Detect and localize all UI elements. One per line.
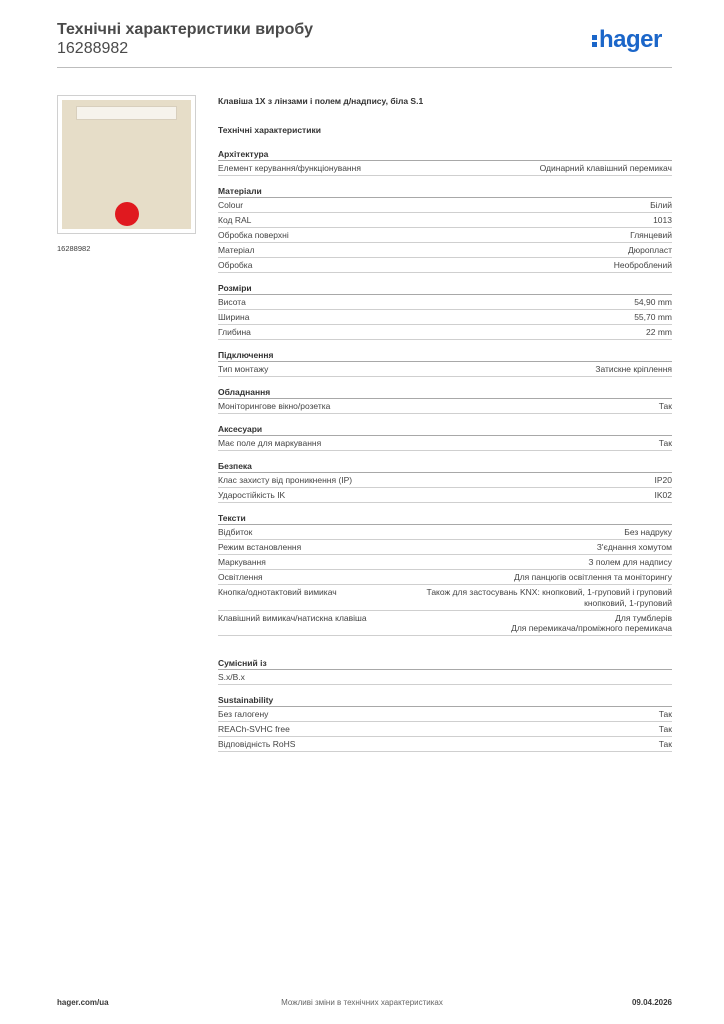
spec-label: Висота <box>218 297 246 307</box>
spec-value: 54,90 mm <box>634 297 672 307</box>
spec-label: Тип монтажу <box>218 364 269 374</box>
spec-label: Маркування <box>218 557 266 567</box>
spec-value: Так <box>658 709 672 719</box>
spec-row <box>218 555 672 570</box>
section-title: Розміри <box>218 282 672 295</box>
spec-row <box>218 585 672 611</box>
section-title: Матеріали <box>218 185 672 198</box>
spec-row <box>218 362 672 377</box>
section-title: Безпека <box>218 460 672 473</box>
spec-label: Без галогену <box>218 709 269 719</box>
spec-value: Для панцюгів освітлення та моніторингу <box>513 572 672 582</box>
spec-value: Глянцевий <box>630 230 672 240</box>
spec-label: Обробка <box>218 260 253 270</box>
spec-label: Режим встановлення <box>218 542 302 552</box>
product-code: 16288982 <box>57 40 129 57</box>
footer-disclaimer: Можливі зміни в технічних характеристиках <box>281 998 443 1007</box>
spec-row <box>218 540 672 555</box>
spec-row <box>218 161 672 176</box>
spec-row <box>218 525 672 540</box>
specifications-heading: Технічні характеристики <box>218 125 321 135</box>
spec-section <box>218 148 672 176</box>
spec-label: Клас захисту від проникнення (IP) <box>218 475 353 485</box>
logo-text: hager <box>599 26 662 53</box>
spec-row <box>218 258 672 273</box>
spec-row <box>218 295 672 310</box>
spec-label: Матеріал <box>218 245 255 255</box>
spec-row <box>218 436 672 451</box>
spec-label: Відповідність RoHS <box>218 739 296 749</box>
spec-label: S.x/B.x <box>218 672 245 682</box>
footer-date: 09.04.2026 <box>631 998 672 1007</box>
logo-dots-icon <box>592 33 597 47</box>
spec-section <box>218 386 672 414</box>
image-caption: 16288982 <box>57 244 91 253</box>
spec-row <box>218 473 672 488</box>
spec-value: Дюропласт <box>627 245 672 255</box>
spec-section <box>218 185 672 273</box>
spec-value: З полем для надпису <box>588 557 672 567</box>
spec-value: 55,70 mm <box>634 312 672 322</box>
spec-row <box>218 243 672 258</box>
spec-value: IK02 <box>654 490 672 500</box>
section-title: Аксесуари <box>218 423 672 436</box>
spec-value: Без надруку <box>624 527 672 537</box>
spec-value: Одинарний клавішний перемикач <box>539 163 672 173</box>
spec-label: Має поле для маркування <box>218 438 322 448</box>
section-title: Підключення <box>218 349 672 362</box>
spec-row <box>218 570 672 585</box>
spec-value: IP20 <box>654 475 672 485</box>
specifications-panel <box>218 95 672 761</box>
spec-label: Клавішний вимикач/натискна клавіша <box>218 612 367 623</box>
spec-value: Так <box>658 739 672 749</box>
spec-value: 22 mm <box>646 327 672 337</box>
spec-label: Відбиток <box>218 527 253 537</box>
section-title: Архітектура <box>218 148 672 161</box>
spec-label: Colour <box>218 200 244 210</box>
spec-value: 1013 <box>653 215 672 225</box>
spec-label: Код RAL <box>218 215 252 225</box>
spec-value: Так <box>658 724 672 734</box>
spec-row <box>218 670 672 685</box>
spec-section <box>218 694 672 752</box>
spec-row <box>218 198 672 213</box>
section-title: Тексти <box>218 512 672 525</box>
spec-value: Білий <box>650 200 672 210</box>
hager-logo[interactable] <box>592 28 662 52</box>
section-title: Sustainability <box>218 694 672 707</box>
spec-label: Моніторингове вікно/розетка <box>218 401 331 411</box>
spec-row <box>218 399 672 414</box>
spec-value: Затискне кріплення <box>595 364 672 374</box>
header-divider <box>57 67 672 68</box>
spec-row <box>218 325 672 340</box>
spec-row <box>218 213 672 228</box>
spec-label: Кнопка/однотактовий вимикач <box>218 587 337 597</box>
spec-row <box>218 737 672 752</box>
spec-label: REACh-SVHC free <box>218 724 290 734</box>
spec-value: Так <box>658 438 672 448</box>
spec-label: Глибина <box>218 327 251 337</box>
page-title: Технічні характеристики виробу <box>57 21 313 38</box>
spec-row <box>218 707 672 722</box>
spec-section <box>218 282 672 340</box>
label-field-picture <box>76 106 177 120</box>
section-title: Обладнання <box>218 386 672 399</box>
spec-label: Ударостійкість IK <box>218 490 286 500</box>
spec-section <box>218 512 672 636</box>
product-image <box>57 95 196 234</box>
spec-value: Необроблений <box>613 260 672 270</box>
spec-value: Для тумблерів Для перемикача/проміжного перемикача <box>511 612 672 633</box>
spec-sections <box>218 148 672 752</box>
spec-section <box>218 460 672 503</box>
spec-row <box>218 488 672 503</box>
spec-value: З'єднання хомутом <box>596 542 672 552</box>
spec-label: Елемент керування/функціонування <box>218 163 361 173</box>
spec-value: Також для застосувань KNX: кнопковий, 1-груповий і груповий кнопковий, 1-груповий <box>426 587 672 608</box>
product-name: Клавіша 1Х з лінзами і полем д/надпису, біла S.1 <box>218 96 424 106</box>
spec-section <box>218 423 672 451</box>
spec-row <box>218 722 672 737</box>
red-lens-picture <box>115 202 139 226</box>
spec-section <box>218 349 672 377</box>
spec-label: Обробка поверхні <box>218 230 289 240</box>
spec-label: Освітлення <box>218 572 263 582</box>
spec-row <box>218 611 672 637</box>
spec-section <box>218 657 672 685</box>
spec-label: Ширина <box>218 312 250 322</box>
spec-row <box>218 310 672 325</box>
footer-website[interactable]: hager.com/ua <box>57 998 109 1007</box>
section-title: Сумісний із <box>218 657 672 670</box>
spec-value: Так <box>658 401 672 411</box>
switch-plate-picture <box>62 100 191 229</box>
spec-row <box>218 228 672 243</box>
